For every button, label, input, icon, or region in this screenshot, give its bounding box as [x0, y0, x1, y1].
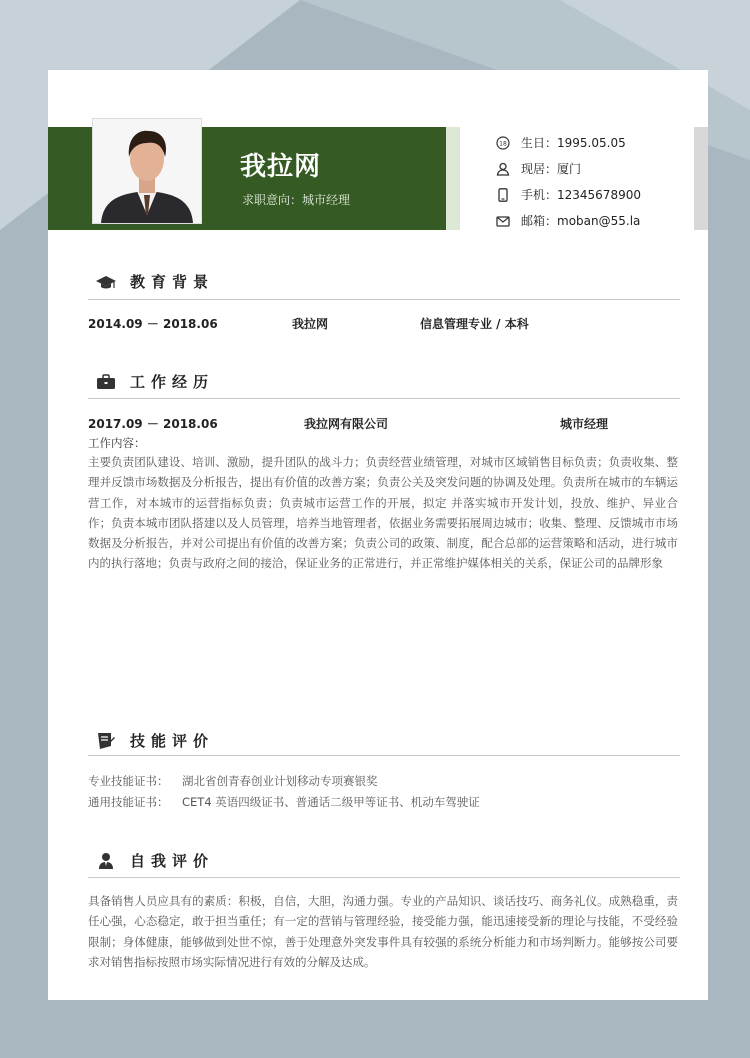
education-heading: [96, 271, 214, 292]
info-birthday: [496, 134, 626, 151]
general-cert-label: 通用技能证书：: [88, 795, 169, 809]
resume-page: [48, 70, 708, 1000]
info-phone: [496, 186, 641, 203]
divider: [88, 877, 680, 878]
divider: [88, 398, 680, 399]
work-title: 工作经历: [130, 373, 215, 391]
work-heading: [96, 371, 214, 392]
birthday-icon: [496, 136, 510, 150]
self-title: 自我评价: [130, 852, 215, 870]
info-birthday-text: 生日：1995.05.05: [521, 136, 626, 150]
mail-icon: [496, 214, 510, 228]
skills-heading: [96, 730, 214, 751]
candidate-name: 我拉网: [240, 152, 322, 182]
education-major: 信息管理专业 / 本科: [420, 317, 529, 331]
self-heading: [96, 850, 214, 871]
professional-cert: 湖北省创青春创业计划移动专项赛银奖: [182, 774, 378, 788]
svg-text:18: 18: [499, 140, 507, 147]
briefcase-icon: [96, 373, 116, 391]
education-school: 我拉网: [292, 317, 329, 331]
skills-title: 技能评价: [130, 732, 215, 750]
work-period: 2017.09 － 2018.06: [88, 417, 218, 431]
work-content: 主要负责团队建设、培训、激励，提升团队的战斗力；负责经营业绩管理，对城市区域销售目标负责；负责收集、整理并反馈市场数据及分析报告，提出有价值的改善方案；负责公关及突发问题的协调及处理。负责所在城市的车辆运营工作，对本城市的运营指标负责；负责城市运营工作的开展，拟定 并落实城市开发计划，投放、维护、异业合作；负责本城市团队搭建以及人员管理，培养当地管理者，依据业务需要拓展周边城市；收集、整理、反馈城市市场数据及分析报告，并对公司提出有价值的改善方案；负责公司的政策、制度，配合总部的运营策略和活动，进行城市内的执行落地；负责与政府之间的接洽，保证业务的正常进行，并正常维护媒体相关的关系，保证公司的品牌形象: [88, 455, 678, 571]
info-phone-text: 手机：12345678900: [521, 188, 641, 202]
graduation-cap-icon: [96, 273, 116, 291]
education-title: 教育背景: [130, 273, 215, 291]
professional-cert-label: 专业技能证书：: [88, 774, 169, 788]
work-company: 我拉网有限公司: [304, 417, 389, 431]
self-content: 具备销售人员应具有的素质：积极，自信，大胆，沟通力强。专业的产品知识、谈话技巧、商务礼仪。成熟稳重，责任心强，心态稳定，敢于担当重任；有一定的营销与管理经验，接受能力强，能迅速接受新的理论与技能，不受经验限制；身体健康，能够做到处世不惊，善于处理意外突发事件具有较强的系统分析能力和市场判断力。能够按公司要求对销售指标按照市场实际情况进行有效的分解及达成。: [88, 894, 678, 969]
info-location: [496, 160, 581, 177]
info-mail: [496, 212, 640, 229]
work-content-label: 工作内容：: [88, 436, 146, 450]
work-position: 城市经理: [560, 417, 609, 431]
divider: [88, 755, 680, 756]
certificate-icon: [96, 732, 116, 750]
phone-icon: [496, 188, 510, 202]
user-location-icon: [496, 162, 510, 176]
side-tab: [694, 127, 708, 230]
profile-photo: [92, 118, 202, 224]
info-mail-text: 邮箱：moban@55.la: [521, 214, 641, 228]
education-period: 2014.09 － 2018.06: [88, 317, 218, 331]
divider: [88, 299, 680, 300]
person-icon: [96, 852, 116, 870]
info-location-text: 现居：厦门: [521, 162, 582, 176]
job-intent: 求职意向：城市经理: [242, 193, 351, 207]
general-cert: CET4 英语四级证书、普通话二级甲等证书、机动车驾驶证: [182, 795, 480, 809]
header-strip: [446, 127, 460, 230]
